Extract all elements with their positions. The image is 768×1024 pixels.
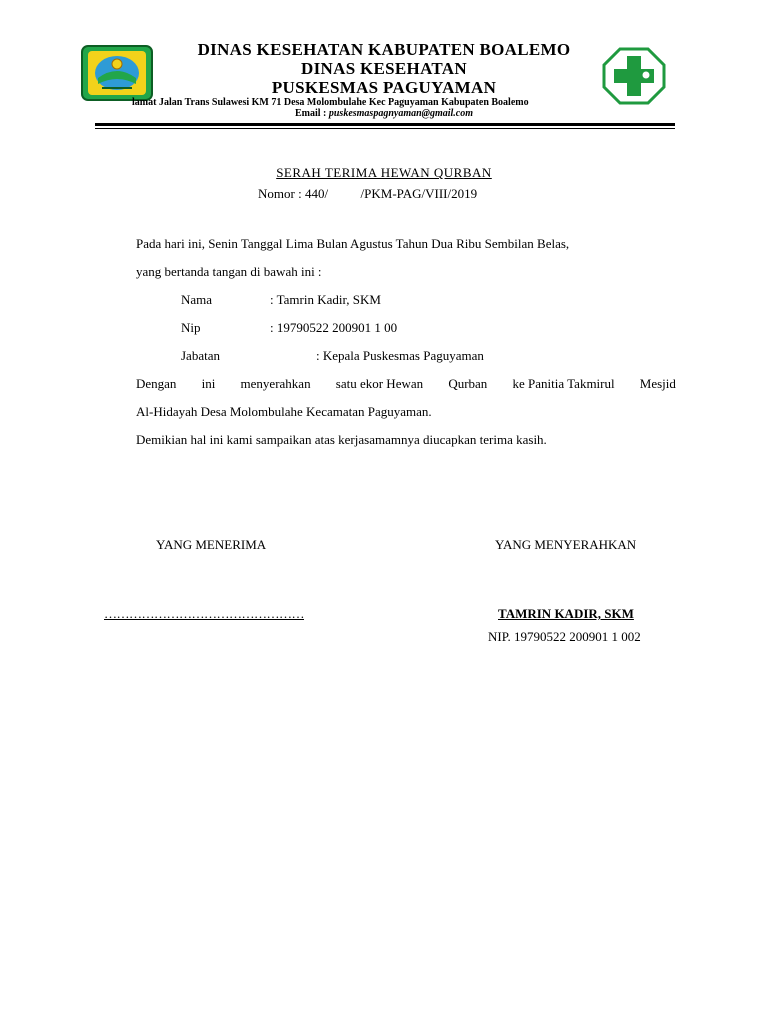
handover-word: ke Panitia Takmirul xyxy=(512,376,615,391)
paragraph-closing: Demikian hal ini kami sampaikan atas kerjasamamnya diucapkan terima kasih. xyxy=(136,432,547,447)
field-label-nip: Nip xyxy=(181,320,201,335)
header-line-3: PUSKESMAS PAGUYAMAN xyxy=(271,78,497,97)
handover-word: menyerahkan xyxy=(240,376,311,391)
document-number: Nomor : 440/ /PKM-PAG/VIII/2019 xyxy=(258,186,478,201)
document-title-text: SERAH TERIMA HEWAN QURBAN xyxy=(276,165,492,180)
giver-name: TAMRIN KADIR, SKM xyxy=(498,606,634,621)
header-line-1: DINAS KESEHATAN KABUPATEN BOALEMO xyxy=(197,40,571,59)
handover-word: Qurban xyxy=(448,376,488,391)
field-label-jabatan: Jabatan xyxy=(181,348,220,363)
email-label: Email : xyxy=(294,108,329,119)
handover-word: satu ekor Hewan xyxy=(335,376,424,391)
field-value-nama: : Tamrin Kadir, SKM xyxy=(270,292,381,307)
email-value: puskesmaspagnyaman@gmail.com xyxy=(328,108,474,119)
giver-label: YANG MENYERAHKAN xyxy=(495,537,637,552)
field-value-jabatan: : Kepala Puskesmas Paguyaman xyxy=(316,348,484,363)
giver-nip: NIP. 19790522 200901 1 002 xyxy=(488,629,641,644)
field-label-nama: Nama xyxy=(181,292,213,307)
handover-word: Mesjid xyxy=(639,376,676,391)
paragraph-recipient: Al-Hidayah Desa Molombulahe Kecamatan Paguyaman. xyxy=(136,404,432,419)
header-rule-thick xyxy=(95,123,675,126)
handover-word: Dengan xyxy=(136,376,177,391)
handover-word: ini xyxy=(201,376,216,391)
header-rule-thin xyxy=(95,128,675,129)
header-address: lamat Jalan Trans Sulawesi KM 71 Desa Molombulahe Kec Paguyaman Kabupaten Boalemo xyxy=(132,97,529,108)
header-line-2: DINAS KESEHATAN xyxy=(301,59,467,78)
paragraph-handover xyxy=(136,376,676,392)
receiver-signature-line: ………………………………………… xyxy=(104,606,304,621)
document-title xyxy=(0,165,768,181)
paragraph-date: Pada hari ini, Senin Tanggal Lima Bulan Agustus Tahun Dua Ribu Sembilan Belas, xyxy=(136,236,570,251)
field-value-nip: : 19790522 200901 1 00 xyxy=(270,320,398,335)
paragraph-signer-intro: yang bertanda tangan di bawah ini : xyxy=(136,264,322,279)
header-email xyxy=(0,108,768,119)
receiver-label: YANG MENERIMA xyxy=(156,537,267,552)
